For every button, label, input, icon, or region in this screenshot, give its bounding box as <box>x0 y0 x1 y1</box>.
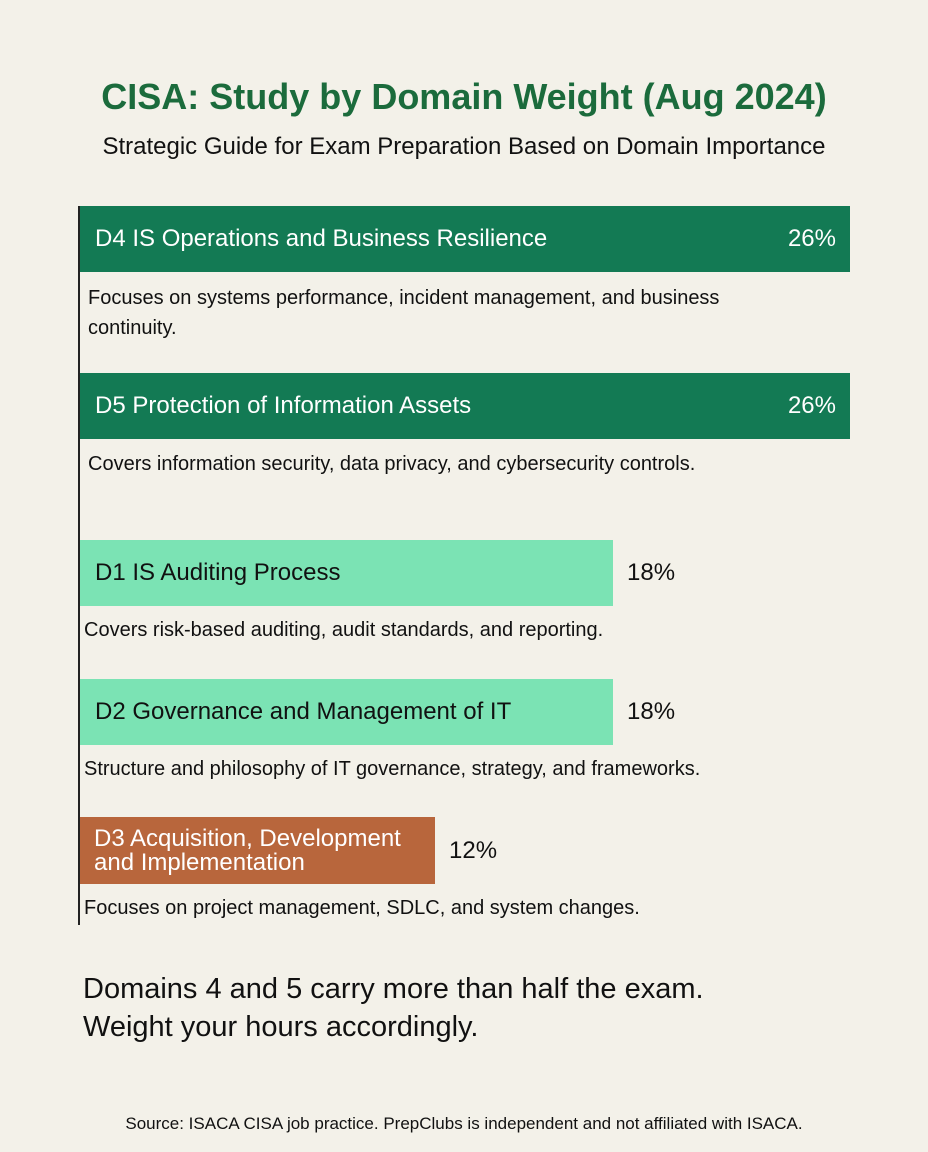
bar-label-d4: D4 IS Operations and Business Resilience <box>95 225 548 252</box>
bar-d4 <box>80 206 850 272</box>
desc-d5: Covers information security, data privacy, and cybersecurity controls. <box>88 453 696 475</box>
bar-d2 <box>80 679 676 745</box>
takeaway-line-2: Weight your hours accordingly. <box>83 1011 479 1043</box>
bar-value-d5: 26% <box>787 392 836 419</box>
takeaway-line-1: Domains 4 and 5 carry more than half the exam. <box>83 973 704 1005</box>
source-note: Source: ISACA CISA job practice. PrepClubs is independent and not affiliated with ISACA. <box>125 1114 803 1133</box>
takeaway-note <box>83 970 883 1046</box>
desc-d3: Focuses on project management, SDLC, and system changes. <box>84 897 640 919</box>
bar-label-d5: D5 Protection of Information Assets <box>95 392 472 419</box>
bar-label-d1: D1 IS Auditing Process <box>95 559 341 586</box>
chart-subtitle: Strategic Guide for Exam Preparation Based on Domain Importance <box>102 133 826 160</box>
bar-label-d3: D3 Acquisition, Development and Implementation <box>94 824 401 876</box>
bar-d5 <box>80 373 850 439</box>
bar-value-d3: 12% <box>449 836 498 864</box>
bar-value-d4: 26% <box>787 225 836 252</box>
bar-d3 <box>80 817 498 884</box>
desc-d2: Structure and philosophy of IT governance, strategy, and frameworks. <box>84 758 701 780</box>
desc-d1: Covers risk-based auditing, audit standards, and reporting. <box>84 619 604 641</box>
bar-d1 <box>80 540 676 606</box>
bar-label-d2: D2 Governance and Management of IT <box>95 698 512 725</box>
bar-value-d1: 18% <box>627 559 676 586</box>
bar-value-d2: 18% <box>627 698 676 725</box>
chart-title: CISA: Study by Domain Weight (Aug 2024) <box>101 76 827 117</box>
desc-d4: Focuses on systems performance, incident management, and business continuity. <box>88 287 720 339</box>
